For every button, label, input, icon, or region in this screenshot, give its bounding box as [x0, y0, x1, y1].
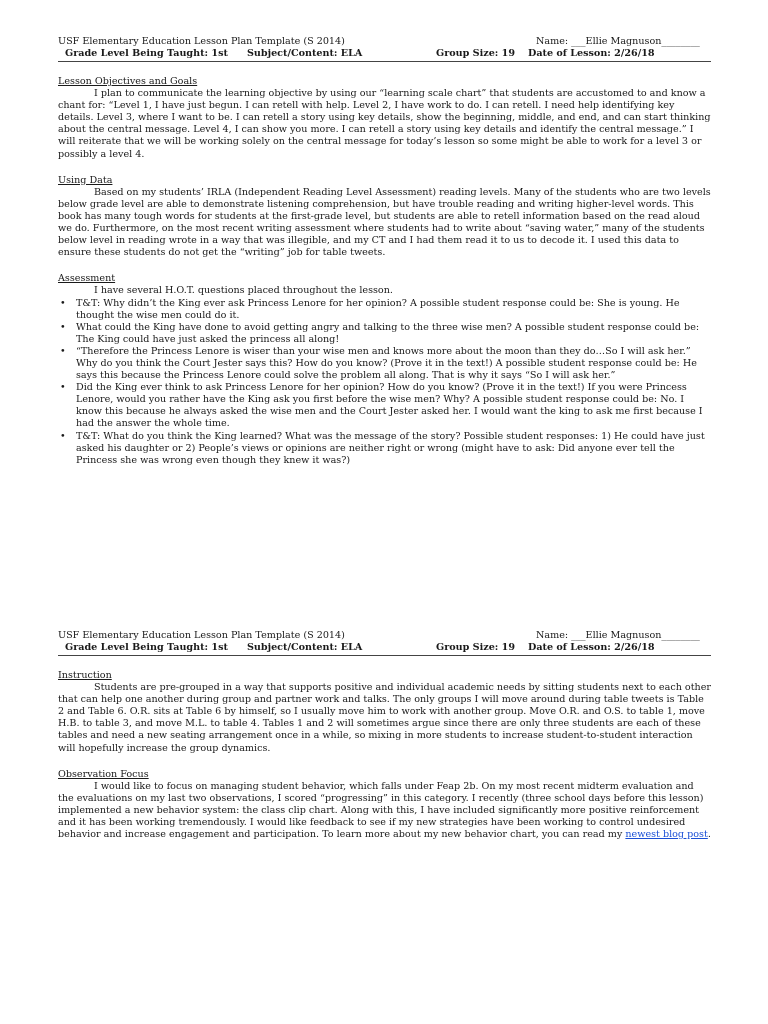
assessment-questions-list — [58, 298, 711, 467]
header-row-1 — [58, 36, 711, 48]
list-item: • “Therefore the Princess Lenore is wiser than your wise men and knows more about the moon than they do…So I will ask her.” Why do you think the Court Jester says this? How do you know? (Prove it in the text!) A possible student response could be: He says this because the Princess Lenore could solve the problem all along. That is why it says “So I will ask her.” — [58, 346, 711, 382]
observation-paragraph — [58, 781, 711, 841]
observation-text: I would like to focus on managing student behavior, which falls under Feap 2b. On my most recent midterm evaluation and the evaluations on my last two observations, I scored “progressing” in this category. I recently (three school days before this lesson) implemented a new behavior system: the class clip chart. Along with this, I have included significantly more positive reinforcement and it has been working tremendously. I would like feedback to see if my new strategies have been working to control undesired behavior and increase engagement and participation. To learn more about my new behavior chart, you can read my — [58, 780, 704, 841]
instruction-heading: Instruction — [58, 670, 112, 681]
header-row-2 — [58, 48, 711, 62]
subject-content: Subject/Content: ELA — [247, 48, 363, 59]
header-row-2 — [58, 642, 711, 656]
using-data-section — [58, 175, 711, 260]
instruction-text: Students are pre-grouped in a way that supports positive and individual academic needs by sitting students next to each other that can help one another during group and partner work and talks. The only groups I will move around during table tweets is Table 2 and Table 6. O.R. sits at Table 6 by himself, so I usually move him to work with another group. Move O.R. and O.S. to table 1, move H.B. to table 3, and move M.L. to table 4. Tables 1 and 2 will sometimes argue since there are only three students are each of these tables and need a new seating arrangement once in a while, so mixing in more students to increase student-to-student interaction will hopefully increase the group dynamics. — [58, 682, 712, 754]
instruction-section — [58, 670, 711, 755]
assessment-heading: Assessment — [58, 273, 116, 285]
group-size: Group Size: 19 — [436, 642, 516, 653]
assessment-section — [58, 273, 711, 467]
page-2 — [58, 630, 711, 841]
using-data-heading: Using Data — [58, 174, 113, 186]
objectives-section — [58, 76, 711, 161]
template-title: USF Elementary Education Lesson Plan Template (S 2014) — [58, 630, 345, 641]
lesson-date: Date of Lesson: 2/26/18 — [528, 48, 655, 59]
objectives-text: I plan to communicate the learning objective by using our “learning scale chart” that students are accustomed to and know a chant for: “Level 1, I have just begun. I can retell with help. Level 2, I have work to do. I can retell. I need help identifying key details. Level 3, where I want to be. I can retell a story using key details, show the beginning, middle, and end, and can start thinking about the central message. Level 4, I can show you more. I can retell a story using key details and identify the central message.” I will reiterate that we will be working solely on the central message for today’s lesson so some might be able to work for a level 3 or possibly a level 4. — [58, 88, 711, 160]
group-size: Group Size: 19 — [436, 48, 516, 59]
observation-end: . — [707, 829, 711, 841]
using-data-text: Based on my students’ IRLA (Independent Reading Level Assessment) reading levels. Many of the students who are two levels below grade level are able to demonstrate listening comprehension, but have trouble reading and writing higher-level words. This book has many tough words for students at the first-grade level, but students are able to retell information based on the read aloud we do. Furthermore, on the most recent writing assessment where students had to write about “saving water,” many of the students below level in reading wrote in a way that was illegible, and my CT and I had them read it to us to decode it. I used this data to ensure these students do not get the “writing” job for table tweets. — [58, 186, 711, 259]
grade-level: Grade Level Being Taught: 1st — [65, 642, 228, 653]
list-item: • T&T: What do you think the King learned? What was the message of the story? Possible student responses: 1) He could have just asked his daughter or 2) People’s views or opinions are neither right or wrong (might have to ask: Did anyone ever tell the Princess she was wrong even though they knew it was?) — [58, 431, 711, 467]
list-item: • Did the King ever think to ask Princess Lenore for her opinion? How do you know? (Prove it in the text!) If you were Princess Lenore, would you rather have the King ask you first before the wise men? Why? A possible student response could be: No. I know this because he always asked the wise men and the Court Jester asked her. I would want the king to ask me first because I had the answer the whole time. — [58, 382, 711, 430]
list-item: • What could the King have done to avoid getting angry and talking to the three wise men? A possible student response could be: The King could have just asked the princess all along! — [58, 322, 711, 346]
header-row-1 — [58, 630, 711, 642]
list-item: • T&T: Why didn’t the King ever ask Princess Lenore for her opinion? A possible student response could be: She is young. He thought the wise men could do it. — [58, 298, 711, 322]
observation-section — [58, 769, 711, 842]
blog-post-link[interactable]: newest blog post — [625, 829, 708, 841]
template-title: USF Elementary Education Lesson Plan Template (S 2014) — [58, 36, 345, 47]
lesson-date: Date of Lesson: 2/26/18 — [528, 642, 655, 653]
page-1 — [58, 36, 711, 467]
grade-level: Grade Level Being Taught: 1st — [65, 48, 228, 59]
subject-content: Subject/Content: ELA — [247, 642, 363, 653]
observation-heading: Observation Focus — [58, 768, 149, 780]
teacher-name: Name: ___Ellie Magnuson________ — [536, 630, 700, 641]
assessment-intro: I have several H.O.T. questions placed throughout the lesson. — [94, 285, 393, 297]
teacher-name: Name: ___Ellie Magnuson________ — [536, 36, 700, 47]
objectives-heading: Lesson Objectives and Goals — [58, 76, 198, 87]
